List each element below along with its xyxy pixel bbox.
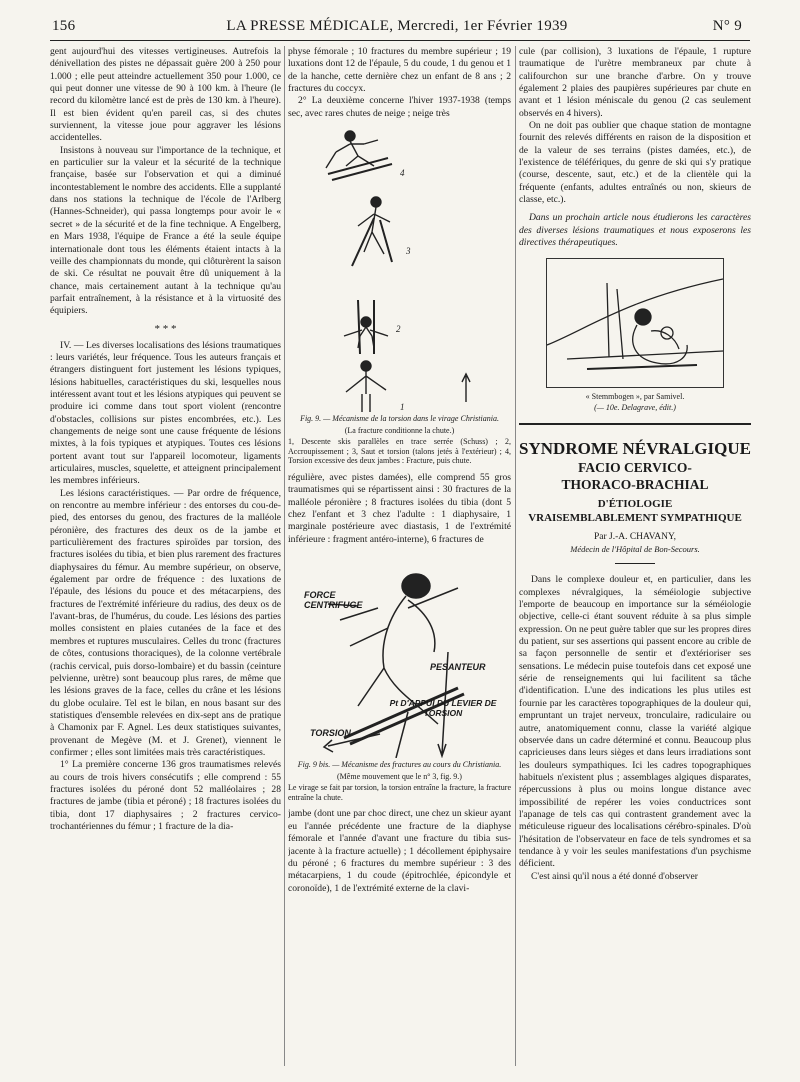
paragraph: régulière, avec pistes damées), elle comprend 55 gros traumatismes qui se répartissent ainsi : 30 fractures de la malléole péronière ; 8 fractures isolées du tibia (dont 5 chez l'enfant et 3 chez l'adulte : 1 diaphysaire, 1 marginale postérieure avec diastasis, 1 de l'extrémité inférieure : fragment antéro-interne), 6 fractures de (288, 472, 511, 545)
column-divider (284, 46, 285, 1066)
journal-title: LA PRESSE MÉDICALE, Mercredi, 1er Février 1939 (226, 18, 568, 34)
illustration-caption-note: (— 10e. Delagrave, édit.) (594, 403, 676, 413)
column-divider (515, 46, 516, 1066)
figure-9-legend: 1, Descente skis parallèles en trace serrée (Schuss) ; 2, Accroupissement ; 3, Saut et torsion (talons jetés à l'extérieur) ; 4, Torsion excessive des deux jambes : Fracture, puis chute. (288, 437, 511, 466)
article-subtitle: VRAISEMBLABLEMENT SYMPATHIQUE (528, 511, 742, 524)
paragraph: 2° La deuxième concerne l'hiver 1937-1938 (temps sec, avec rares chutes de neige ; neige très (288, 95, 511, 119)
paragraph: C'est ainsi qu'il nous a été donné d'observer (531, 870, 698, 882)
byline-rule (615, 563, 655, 564)
header-rule (50, 40, 750, 41)
paragraph: Les lésions caractéristiques. — Par ordre de fréquence, on rencontre au membre inférieur : des entorses du cou-de-pied, des entorses du genou, des fractures de la malléole péronière, des fractures des deux os de la jambe et particulièrement des fractures spiroïdes par torsion, des fractures isolées du tibia, et bien plus rarement des fractures diaphysaires du fémur. Au membre supérieur, on observe, également par ordre de fréquence : des luxations de l'épaule, des lésions du pouce et des métacarpiens, des fractures de l'extrémité inférieure du radius, des deux os de l'avant-bras, de l'humérus, du coude. Les lésions des parties molles consistent en plaies cutanées de la face et des membres et ruptures musculaires. Celles du tronc (fractures de côtes, contusions thoraciques), de la colonne vertébrale (rachis cervical, puis dorso-lombaire) et du bassin (ceinture pelvienne, urètre) sont beaucoup plus rares, de même que les lésions graves de la face, celles du crâne et les lésions du globe oculaire. Tel est le bilan, en nous basant sur des statistiques d'ensemble relevées en dix-sept ans de pratique à Chamonix par F. Agnel. Les deux statistiques suivantes, provenant de Megève (M. et J. Grenet), viennent le confirmer ; elles sont limitées mais très caractéristiques. (50, 487, 281, 758)
column-3 (519, 46, 751, 1076)
article-body (519, 574, 751, 883)
article-subtitle: D'ÉTIOLOGIE (597, 497, 673, 510)
appui-label: Pt D'APPUI DU LEVIER DE TORSION (389, 698, 497, 719)
paragraph: Dans un prochain article nous étudierons les caractères des diverses lésions traumatiques et nous exposerons les directives thérapeutiques. (519, 212, 751, 249)
figure-9bis-caption-note: (Même mouvement que le n° 3, fig. 9.) (337, 771, 462, 781)
force-centrifuge-label: FORCE CENTRIFUGE (304, 590, 363, 611)
paragraph: On ne doit pas oublier que chaque station de montagne fournit des relevés différents en raison de la disposition et de la valeur de ses terrains (pistes damées, etc.), de l'existence de téléfériques, du genre de ski qui s'y pratique (course, descente, saut, etc.) et de la clientèle qui la fréquente (enfants, adultes entraînés ou non, skieurs de classe, etc.). (519, 120, 751, 206)
paragraph: Dans le complexe douleur et, en particulier, dans les complexes névralgiques, la séméiologie subjective l'emporte de beaucoup en importance sur la séméiologie objective, celle-ci étant souvent réduite à sa plus simple expression. On ne peut guère tabler que sur les propres dires du patient, sur ses assertions qui passent encore au crible de sa façon personnelle de sentir et d'extérioriser ses sensations. Le médecin puise toutefois dans cet exposé une série de renseignements qui lui facilitent sa tâche d'identification. L'une des indications les plus utiles est fournie par les caractères topographiques de la douleur qui, empruntant un trajet nerveux, tronculaire, radiculaire ou autre, anatomiquement connu, classe la variété algique observée dans un cadre déterminé et connu. Beaucoup plus capricieuses dans leurs sièges et dans leurs irradiations sont les douleurs sympathiques. Ici les cadres topographiques habituels n'existent plus ; assemblages algiques disparates, répercussions à plus ou moins longue distance avec impossibilité de repérer les voies conductrices sont l'apanage de tels cas qui contrastent grandement avec la méticuleuse rigueur des localisations cérébro-spinales. D'où l'hésitation de l'observateur en face de tels syndromes et sa tendance à y voir les seules manifestations d'un psychisme déficient. (519, 574, 751, 870)
paragraph: Insistons à nouveau sur l'importance de la technique, et en particulier sur la valeur et la sécurité de la technique française, basée sur l'observation et qui a diminué incontestablement le nombre des accidents. Elle a supplanté dans nos stations la technique de l'école de l'Arlberg (Hannes-Schneider), qui passa longtemps pour avoir le « secret » de la sécurité et de la fine technique. A Engelberg, en Mars 1938, l'équipe de France a été la seule équipe internationale dont tous les éléments étaient intacts à la veille des championnats du monde, qui clôturèrent la saison de ski. Ce résultat ne pouvait être dû uniquement à la chance, mais certainement autant à la technique qu'au parfait entraînement, à la résistance et à la virtuosité des équipiers. (50, 144, 281, 317)
article-title: SYNDROME NÉVRALGIQUE (519, 438, 751, 458)
paragraph: 1° La première concerne 136 gros traumatismes relevés au cours de trois hivers consécutifs ; elle comprend : 55 fractures isolées du péroné dont 52 malléolaires ; 28 fractures de jambe (tibia et péroné) ; 18 fractures isolées du tibia, dont 17 diaphysaires ; 2 fractures cervico-trochantériennes du fémur ; 1 fracture de la dia- (50, 759, 281, 832)
illustration-drawing (547, 259, 723, 387)
issue-number: N° 9 (712, 18, 742, 34)
page-number: 156 (52, 18, 76, 34)
paragraph: jambe (dont une par choc direct, une chez un skieur ayant eu l'année précédente une fracture de la diaphyse fémorale et l'année d'avant une fracture du tibia sus-jacente à la fracture actuelle) ; 1 décollement épiphysaire du péroné ; 6 fractures du membre supérieur : 3 des métacarpiens, 1 du coude (épitrochlée, épicondyle et coronoïde), 1 de l'extrémité externe de la clavi- (288, 808, 511, 894)
figure-label: 1 (400, 402, 405, 413)
section-separator: * * * (154, 322, 177, 335)
figure-9-skier-sequence (288, 122, 511, 412)
article-title-block (519, 439, 751, 525)
article-rule (519, 423, 751, 425)
figure-label: 4 (400, 168, 405, 179)
author-affiliation: Médecin de l'Hôpital de Bon-Secours. (570, 544, 700, 555)
page-header (52, 18, 742, 36)
torsion-label: TORSION (310, 728, 351, 739)
column-1 (50, 46, 281, 1076)
figure-label: 2 (396, 324, 401, 335)
paragraph: gent aujourd'hui des vitesses vertigineuses. Autrefois la dénivellation des pistes ne dépassait guère 200 à 250 pour 1.000 ; elle peut atteindre actuellement 350 pour 1.000, ce qui peut donner une vitesse de 90 à 100 km. à l'heure (le record du kilomètre lancé est de près de 130 km. à l'heure). Il est bien évident qu'en pareil cas, si des chutes surviennent, la vitesse joue pour aggraver les lésions accidentelles. (50, 46, 281, 144)
paragraph: cule (par collision), 3 luxations de l'épaule, 1 rupture traumatique de l'urètre membraneux par chute à califourchon sur une branche d'arbre. On y trouve également 2 plaies des paupières supérieures par chute en avant et 1 lésion méniscale du genou (2 cas seulement observés en 4 hivers). (519, 46, 751, 119)
figure-9bis-caption: Fig. 9 bis. — Mécanisme des fractures au cours du Christiania. (297, 760, 502, 770)
figure-9bis (288, 548, 511, 758)
figure-9bis-legend: Le virage se fait par torsion, la torsion entraîne la fracture, la fracture entraîne la chute. (288, 783, 511, 802)
stemmbogen-illustration (546, 258, 724, 388)
illustration-caption: « Stemmbogen », par Samivel. (585, 391, 685, 401)
column-2 (288, 46, 511, 1076)
paragraph: IV. — Les diverses localisations des lésions traumatiques : leurs variétés, leur fréquence. Tous les auteurs français et étrangers distinguent fort justement les lésions typiques, lésions habituelles, caractéristiques du ski, lesquelles nous intéressent avant tout et les lésions atypiques qui peuvent se produire ici comme dans tout sport violent (rencontre d'obstacles, collisions sur pistes encombrées, etc.). Les changements de neige sont une cause fréquente de lésions mixtes, à la fois typiques et atypiques. Toutes ces lésions portent avant tout sur l'appareil locomoteur, ligaments articulaires, muscles, squelette, et atteignent principalement les membres inférieurs. (50, 339, 281, 487)
article-subtitle: FACIO CERVICO- (578, 459, 692, 475)
figure-9-caption-note: (La fracture conditionne la chute.) (344, 425, 455, 435)
article-subtitle: THORACO-BRACHIAL (561, 476, 709, 492)
author-byline: Par J.-A. CHAVANY, (593, 531, 677, 542)
paragraph: physe fémorale ; 10 fractures du membre supérieur ; 19 luxations dont 12 de l'épaule, 5 du coude, 1 du genou et 1 de la hanche, cette dernière chez un enfant de 8 ans ; 2 fractures du coccyx. (288, 46, 511, 95)
figure-9bis-drawing (288, 548, 511, 758)
figure-label: 3 (406, 246, 411, 257)
pesanteur-label: PESANTEUR (430, 662, 486, 673)
figure-9-caption: Fig. 9. — Mécanisme de la torsion dans le virage Christiania. (300, 414, 499, 424)
